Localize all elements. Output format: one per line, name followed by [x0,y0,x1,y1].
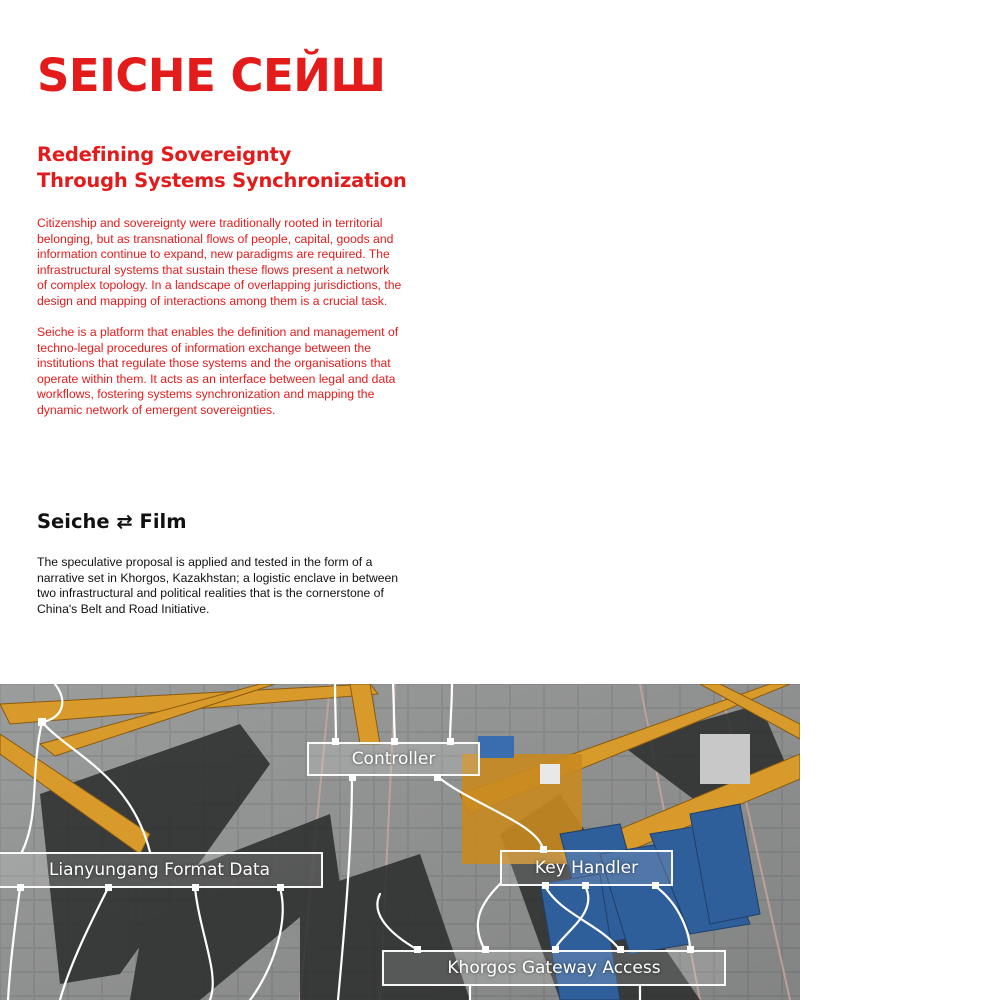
headline-line-1: Redefining Sovereignty [37,143,292,166]
film-description: The speculative proposal is applied and tested in the form of a narrative set in Khorgos, Kazakhstan; a logistic enclave in between two infrastructural and political realities that is the cornerstone of China's Belt and Road Initiative. [37,555,399,616]
format-data-node: Lianyungang Format Data [0,852,323,888]
intro-headline [37,142,407,194]
gateway-access-node: Khorgos Gateway Access [382,950,726,986]
key-handler-node: Key Handler [500,850,673,886]
site-logo[interactable]: SEICHE СЕЙШ [37,49,386,102]
intro-paragraph-2: Seiche is a platform that enables the definition and management of techno-legal procedures of information exchange between the institutions that regulate those systems and the organisations that operate within them. It acts as an interface between legal and data workflows, fostering systems synchronization and mapping the dynamic network of emergent sovereignties. [37,325,399,417]
controller-node: Controller [307,742,480,776]
intro-paragraph-1: Citizenship and sovereignty were traditionally rooted in territorial belonging, but as transnational flows of people, capital, goods and information continue to expand, new paradigms are required. The infrastructural systems that sustain these flows present a network of complex topology. In a landscape of overlapping jurisdictions, the design and mapping of interactions among them is a crucial task. [37,216,402,308]
khorgos-port-diagram-image [0,684,800,1000]
headline-line-2: Through Systems Synchronization [37,169,407,192]
film-section-title: Seiche ⇄ Film [37,510,187,533]
